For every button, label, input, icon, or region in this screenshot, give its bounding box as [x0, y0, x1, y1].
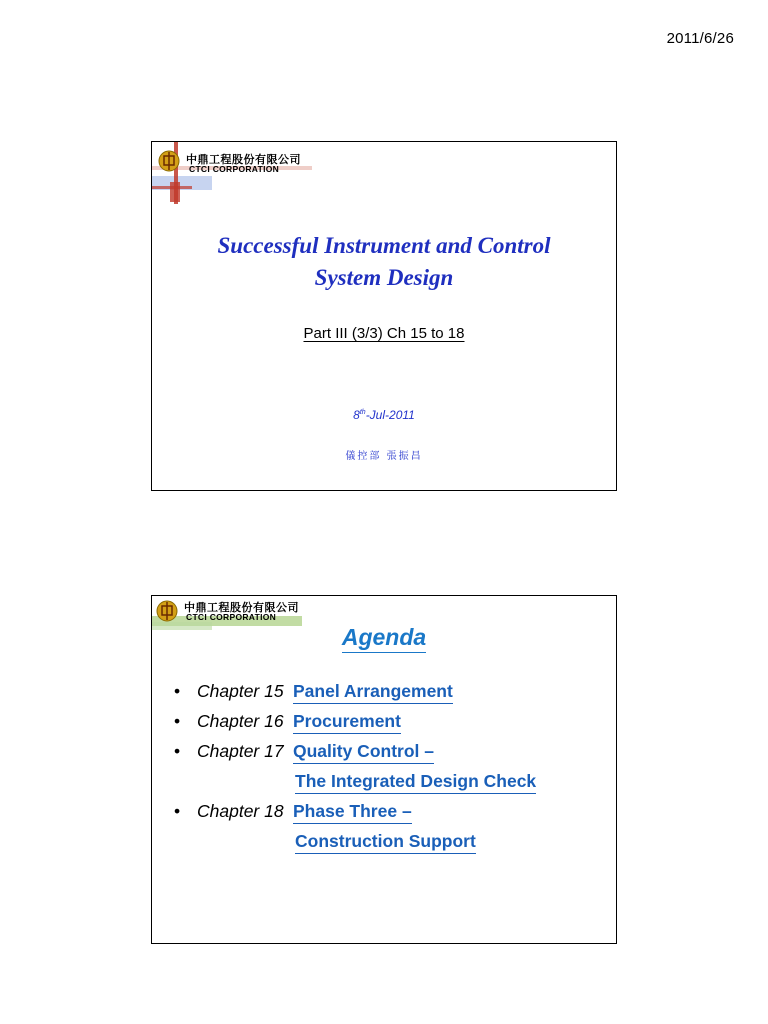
- date-ordinal: th: [359, 409, 366, 416]
- agenda-item-continuation: [174, 769, 604, 799]
- chapter-topic-link[interactable]: Quality Control –: [293, 741, 434, 764]
- agenda-item: [174, 709, 604, 739]
- subtitle-prefix: Part III: [303, 325, 352, 342]
- agenda-item: [174, 739, 604, 769]
- agenda-list: [174, 679, 604, 859]
- slide-title-line2: System Design: [314, 265, 454, 290]
- subtitle-mid: (3/3): [351, 325, 383, 342]
- logo-chinese-name: 中鼎工程股份有限公司: [184, 601, 299, 614]
- slide-date: [152, 408, 616, 422]
- slide-title: [152, 230, 616, 294]
- logo-english-name: CTCI CORPORATION: [186, 612, 277, 622]
- chapter-label: Chapter 15: [197, 681, 284, 701]
- page-date: 2011/6/26: [666, 30, 734, 47]
- chapter-topic-link[interactable]: Phase Three –: [293, 801, 412, 824]
- agenda-item-continuation: [174, 829, 604, 859]
- title-slide: [151, 141, 617, 491]
- agenda-item: [174, 679, 604, 709]
- date-day: 8: [353, 408, 360, 422]
- logo-english-name: CTCI CORPORATION: [189, 164, 280, 174]
- chapter-topic-link[interactable]: Construction Support: [295, 831, 476, 854]
- slide-subtitle: [152, 325, 616, 342]
- logo-chinese-name: 中鼎工程股份有限公司: [186, 153, 301, 166]
- chapter-topic-link[interactable]: The Integrated Design Check: [295, 771, 536, 794]
- bullet: •: [174, 741, 181, 761]
- company-logo: [152, 142, 452, 204]
- agenda-title: Agenda: [152, 624, 616, 651]
- date-rest: -Jul-2011: [365, 408, 415, 422]
- chapter-topic-link[interactable]: Panel Arrangement: [293, 681, 453, 704]
- author: 儀控部 張振昌: [345, 451, 423, 462]
- bullet: •: [174, 681, 181, 701]
- chapter-topic-link[interactable]: Procurement: [293, 711, 401, 734]
- agenda-item: [174, 799, 604, 829]
- bullet: •: [174, 801, 181, 821]
- slide-title-line1: Successful Instrument and Control: [217, 233, 551, 258]
- chapter-label: Chapter 17: [197, 741, 284, 761]
- agenda-slide: [151, 595, 617, 944]
- chapter-label: Chapter 16: [197, 711, 284, 731]
- bullet: •: [174, 711, 181, 731]
- chapter-label: Chapter 18: [197, 801, 284, 821]
- subtitle-suffix: Ch 15 to 18: [382, 325, 465, 342]
